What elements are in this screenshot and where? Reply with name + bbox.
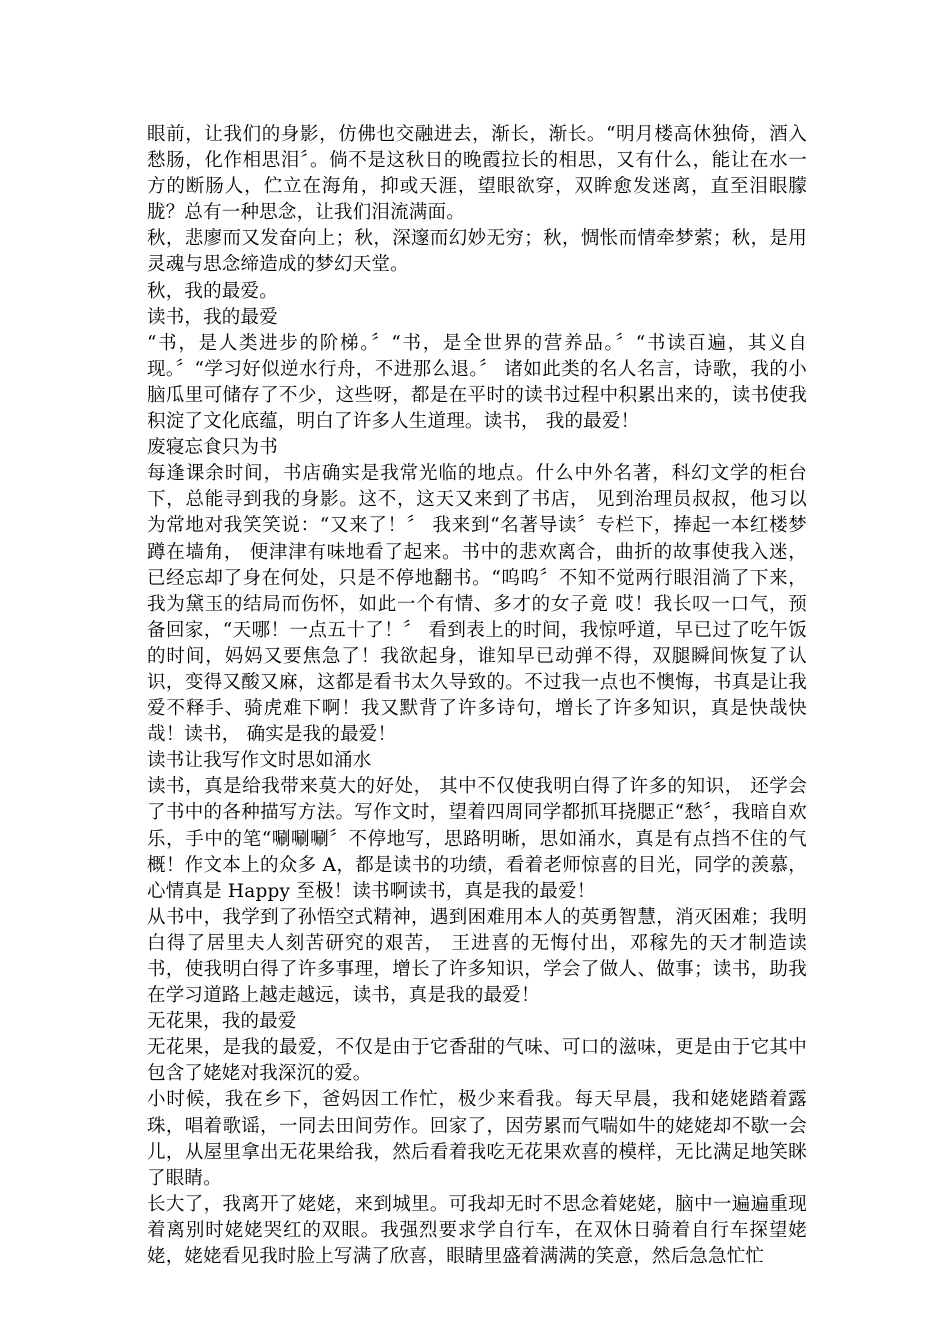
paragraph: 从书中，我学到了孙悟空式精神，遇到困难用本人的英勇智慧，消灭困难；我明白得了居里夫人刻苦研究的艰苦， 王进喜的无悔付出，邓稼先的天才制造读书，使我明白得了许多事理，增长了许多知识，学会了做人、做事；读书，助我在学习道路上越走越远，读书，真是我的最爱！ [147, 906, 807, 1007]
section-heading: 读书，我的最爱 [147, 306, 278, 328]
paragraph: 秋，我的最爱。 [147, 280, 278, 302]
section-heading: 读书让我写作文时思如涌水 [147, 750, 372, 772]
paragraph: 小时候，我在乡下，爸妈因工作忙，极少来看我。每天早晨，我和姥姥踏着露珠，唱着歌谣，一同去田间劳作。回家了，因劳累而气喘如牛的姥姥却不歇一会儿，从屋里拿出无花果给我，然后看着我吃无花果欢喜的模样，无比满足地笑眯了眼睛。 [147, 1089, 807, 1189]
paragraph: 每逢课余时间，书店确实是我常光临的地点。什么中外名著，科幻文学的柜台下，总能寻到我的身影。这不，这天又来到了书店， 见到治理员叔叔，他习以为常地对我笑笑说：“又来了！〞 我来到“名著导读〞专栏下，捧起一本红楼梦蹲在墙角， 便津津有味地看了起来。书中的悲欢离合，曲折的故事使我入迷，已经忘却了身在何处，只是不停地翻书。“呜呜〞不知不觉两行眼泪淌了下来，我为黛玉的结局而伤怀，如此一个有情、多才的女子竟 哎！我长叹一口气，预备回家，“天哪！一点五十了！〞 看到表上的时间，我惊呼道，早已过了吃午饭的时间，妈妈又要焦急了！我欲起身，谁知早已动弹不得，双腿瞬间恢复了认识，变得又酸又麻，这都是看书太久导致的。不过我一点也不懊悔，书真是让我爱不释手、骑虎难下啊！我又默背了许多诗句，增长了许多知识，真是快哉快哉！读书， 确实是我的最爱！ [147, 463, 807, 746]
document-body [147, 122, 807, 1270]
section-heading: 废寝忘食只为书 [147, 437, 278, 459]
paragraph: “书，是人类进步的阶梯。〞“书，是全世界的营养品。〞“书读百遍，其义自现。〞“学习好似逆水行舟，不进那么退。〞 诸如此类的名人名言，诗歌，我的小脑瓜里可储存了不少，这些呀，都是在平时的读书过程中积累出来的，读书使我积淀了文化底蕴，明白了许多人生道理。读书， 我的最爱！ [147, 332, 807, 433]
paragraph: 无花果，是我的最爱，不仅是由于它香甜的气味、可口的滋味，更是由于它其中包含了姥姥对我深沉的爱。 [147, 1037, 807, 1085]
paragraph: 读书，真是给我带来莫大的好处， 其中不仅使我明白得了许多的知识， 还学会了书中的各种描写方法。写作文时，望着四周同学都抓耳挠腮正“愁〞，我暗自欢乐，手中的笔“唰唰唰〞不停地写，思路明晰，思如涌水，真是有点挡不住的气概！作文本上的众多 A，都是读书的功绩，看着老师惊喜的目光，同学的羡慕，心情真是 Happy 至极！读书啊读书，真是我的最爱！ [147, 776, 807, 902]
paragraph: 眼前，让我们的身影，仿佛也交融进去，渐长，渐长。“明月楼高休独倚，酒入愁肠，化作相思泪〞。倘不是这秋日的晚霞拉长的相思，又有什么，能让在水一方的断肠人，伫立在海角，抑或天涯，望眼欲穿，双眸愈发迷离，直至泪眼朦胧？总有一种思念，让我们泪流满面。 [147, 124, 807, 224]
section-heading: 无花果，我的最爱 [147, 1011, 297, 1033]
paragraph: 秋，悲廖而又发奋向上；秋，深邃而幻妙无穷；秋，惆怅而情牵梦萦；秋，是用灵魂与思念缔造成的梦幻天堂。 [147, 228, 807, 276]
paragraph: 长大了，我离开了姥姥，来到城里。可我却无时不思念着姥姥，脑中一遍遍重现着离别时姥姥哭红的双眼。我强烈要求学自行车，在双休日骑着自行车探望姥姥，姥姥看见我时脸上写满了欣喜，眼睛里盛着满满的笑意，然后急急忙忙 [147, 1193, 807, 1268]
